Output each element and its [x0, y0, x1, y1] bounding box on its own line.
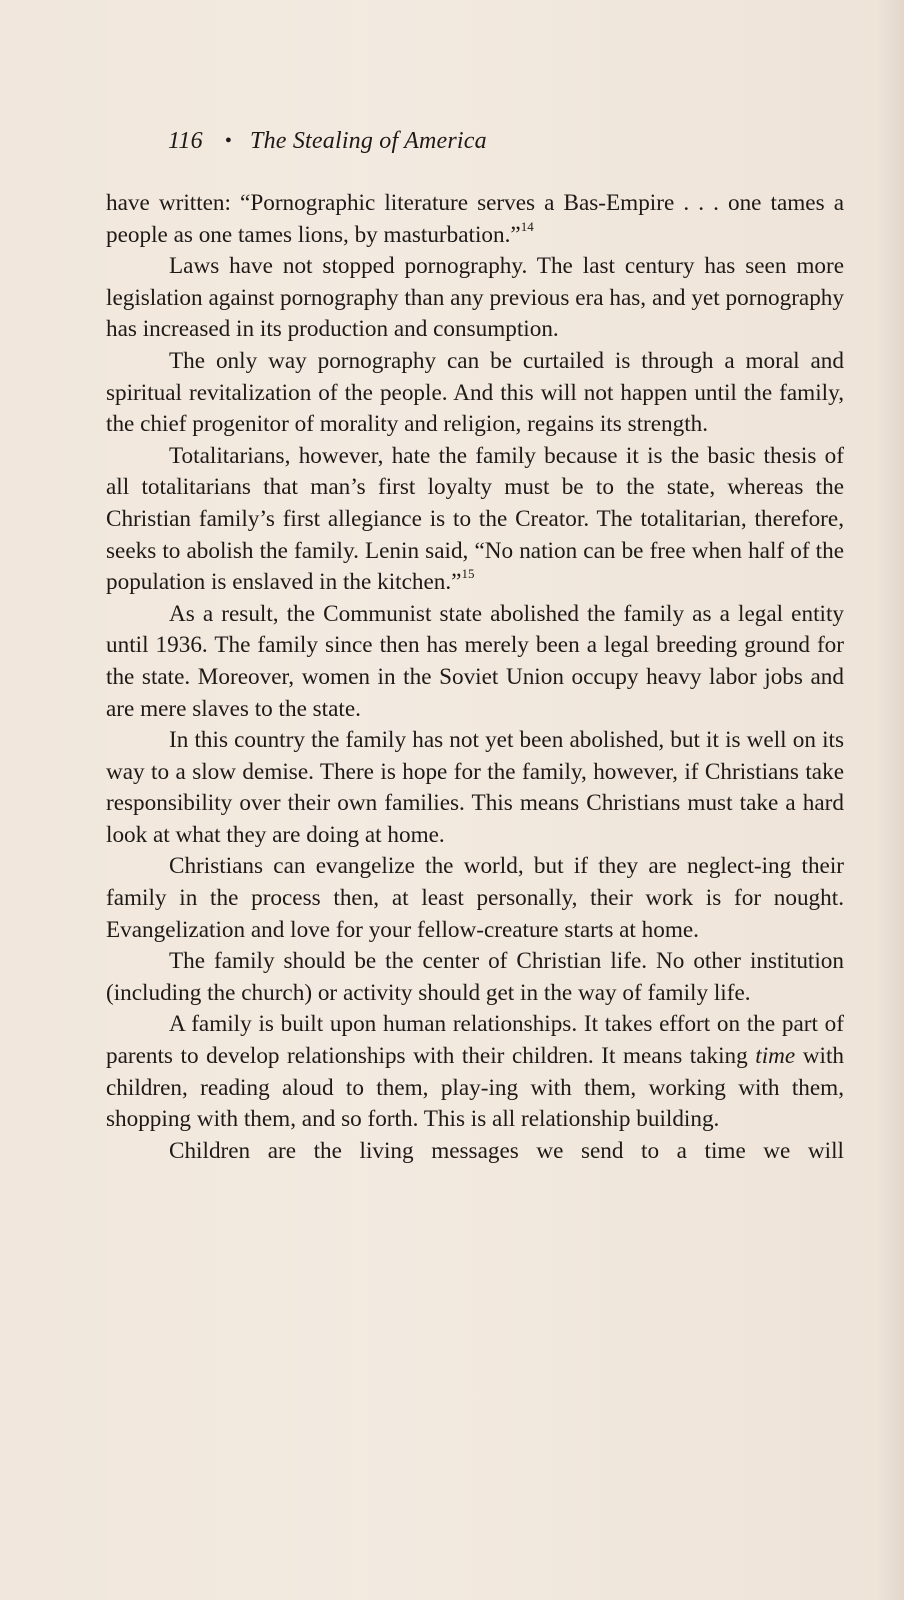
paragraph-5: As a result, the Communist state abolished the family as a legal entity until 1936. The family since then has merely been a legal breeding ground for the state. Moreover, women in the Soviet Union occupy heavy labor jobs and are mere slaves to the state. [106, 600, 844, 722]
paragraph-9-text-before: A family is built upon human relationships. It takes effort on the part of parents to develop relationships with their children. It means taking [106, 1011, 844, 1070]
paragraph-9-text-after: with children, reading aloud to them, play-ing with them, working with them, shopping with them, and so forth. This is all relationship building. [106, 1043, 844, 1133]
page-edge-shadow [878, 0, 904, 1600]
paragraph-1 [106, 188, 844, 251]
paragraph-9 [106, 1009, 844, 1135]
footnote-ref-14: 14 [520, 218, 534, 234]
paragraph-7: Christians can evangelize the world, but if they are neglect-ing their family in the process then, at least personally, their work is for nought. Evangelization and love for your fellow-creature starts at home. [106, 853, 844, 943]
header-bullet: • [224, 130, 233, 152]
paragraph-4 [106, 441, 844, 599]
paragraph-4-text: Totalitarians, however, hate the family because it is the basic thesis of all totalitarians that man’s first loyalty must be to the state, whereas the Christian family’s first allegiance is to the Creator. The totalitarian, therefore, seeks to abolish the family. Lenin said, “No nation can be free when half of the population is enslaved in the kitchen.” [106, 442, 844, 596]
book-title: The Stealing of America [250, 128, 487, 154]
paragraph-10: Children are the living messages we send to a time we will [169, 1137, 844, 1164]
footnote-ref-15: 15 [461, 566, 475, 582]
paragraph-2: Laws have not stopped pornography. The last century has seen more legislation against pornography than any previous era has, and yet pornography has increased in its production and consumption. [106, 253, 844, 343]
paragraph-9-emphasis: time [755, 1043, 796, 1070]
paragraph-8: The family should be the center of Christian life. No other institution (including the church) or activity should get in the way of family life. [106, 948, 844, 1006]
paragraph-3: The only way pornography can be curtailed is through a moral and spiritual revitalization of the people. And this will not happen until the family, the chief progenitor of morality and religion, regains its strength. [106, 347, 844, 438]
running-header [168, 128, 487, 155]
page-number: 116 [168, 128, 203, 154]
paragraph-6: In this country the family has not yet been abolished, but it is well on its way to a slow demise. There is hope for the family, however, if Christians take responsibility over their own families. This means Christians must take a hard look at what they are doing at home. [106, 727, 844, 848]
body-text [106, 188, 844, 1167]
paragraph-1-text: have written: “Pornographic literature serves a Bas-Empire . . . one tames a people as one tames lions, by masturbation.” [106, 190, 844, 248]
